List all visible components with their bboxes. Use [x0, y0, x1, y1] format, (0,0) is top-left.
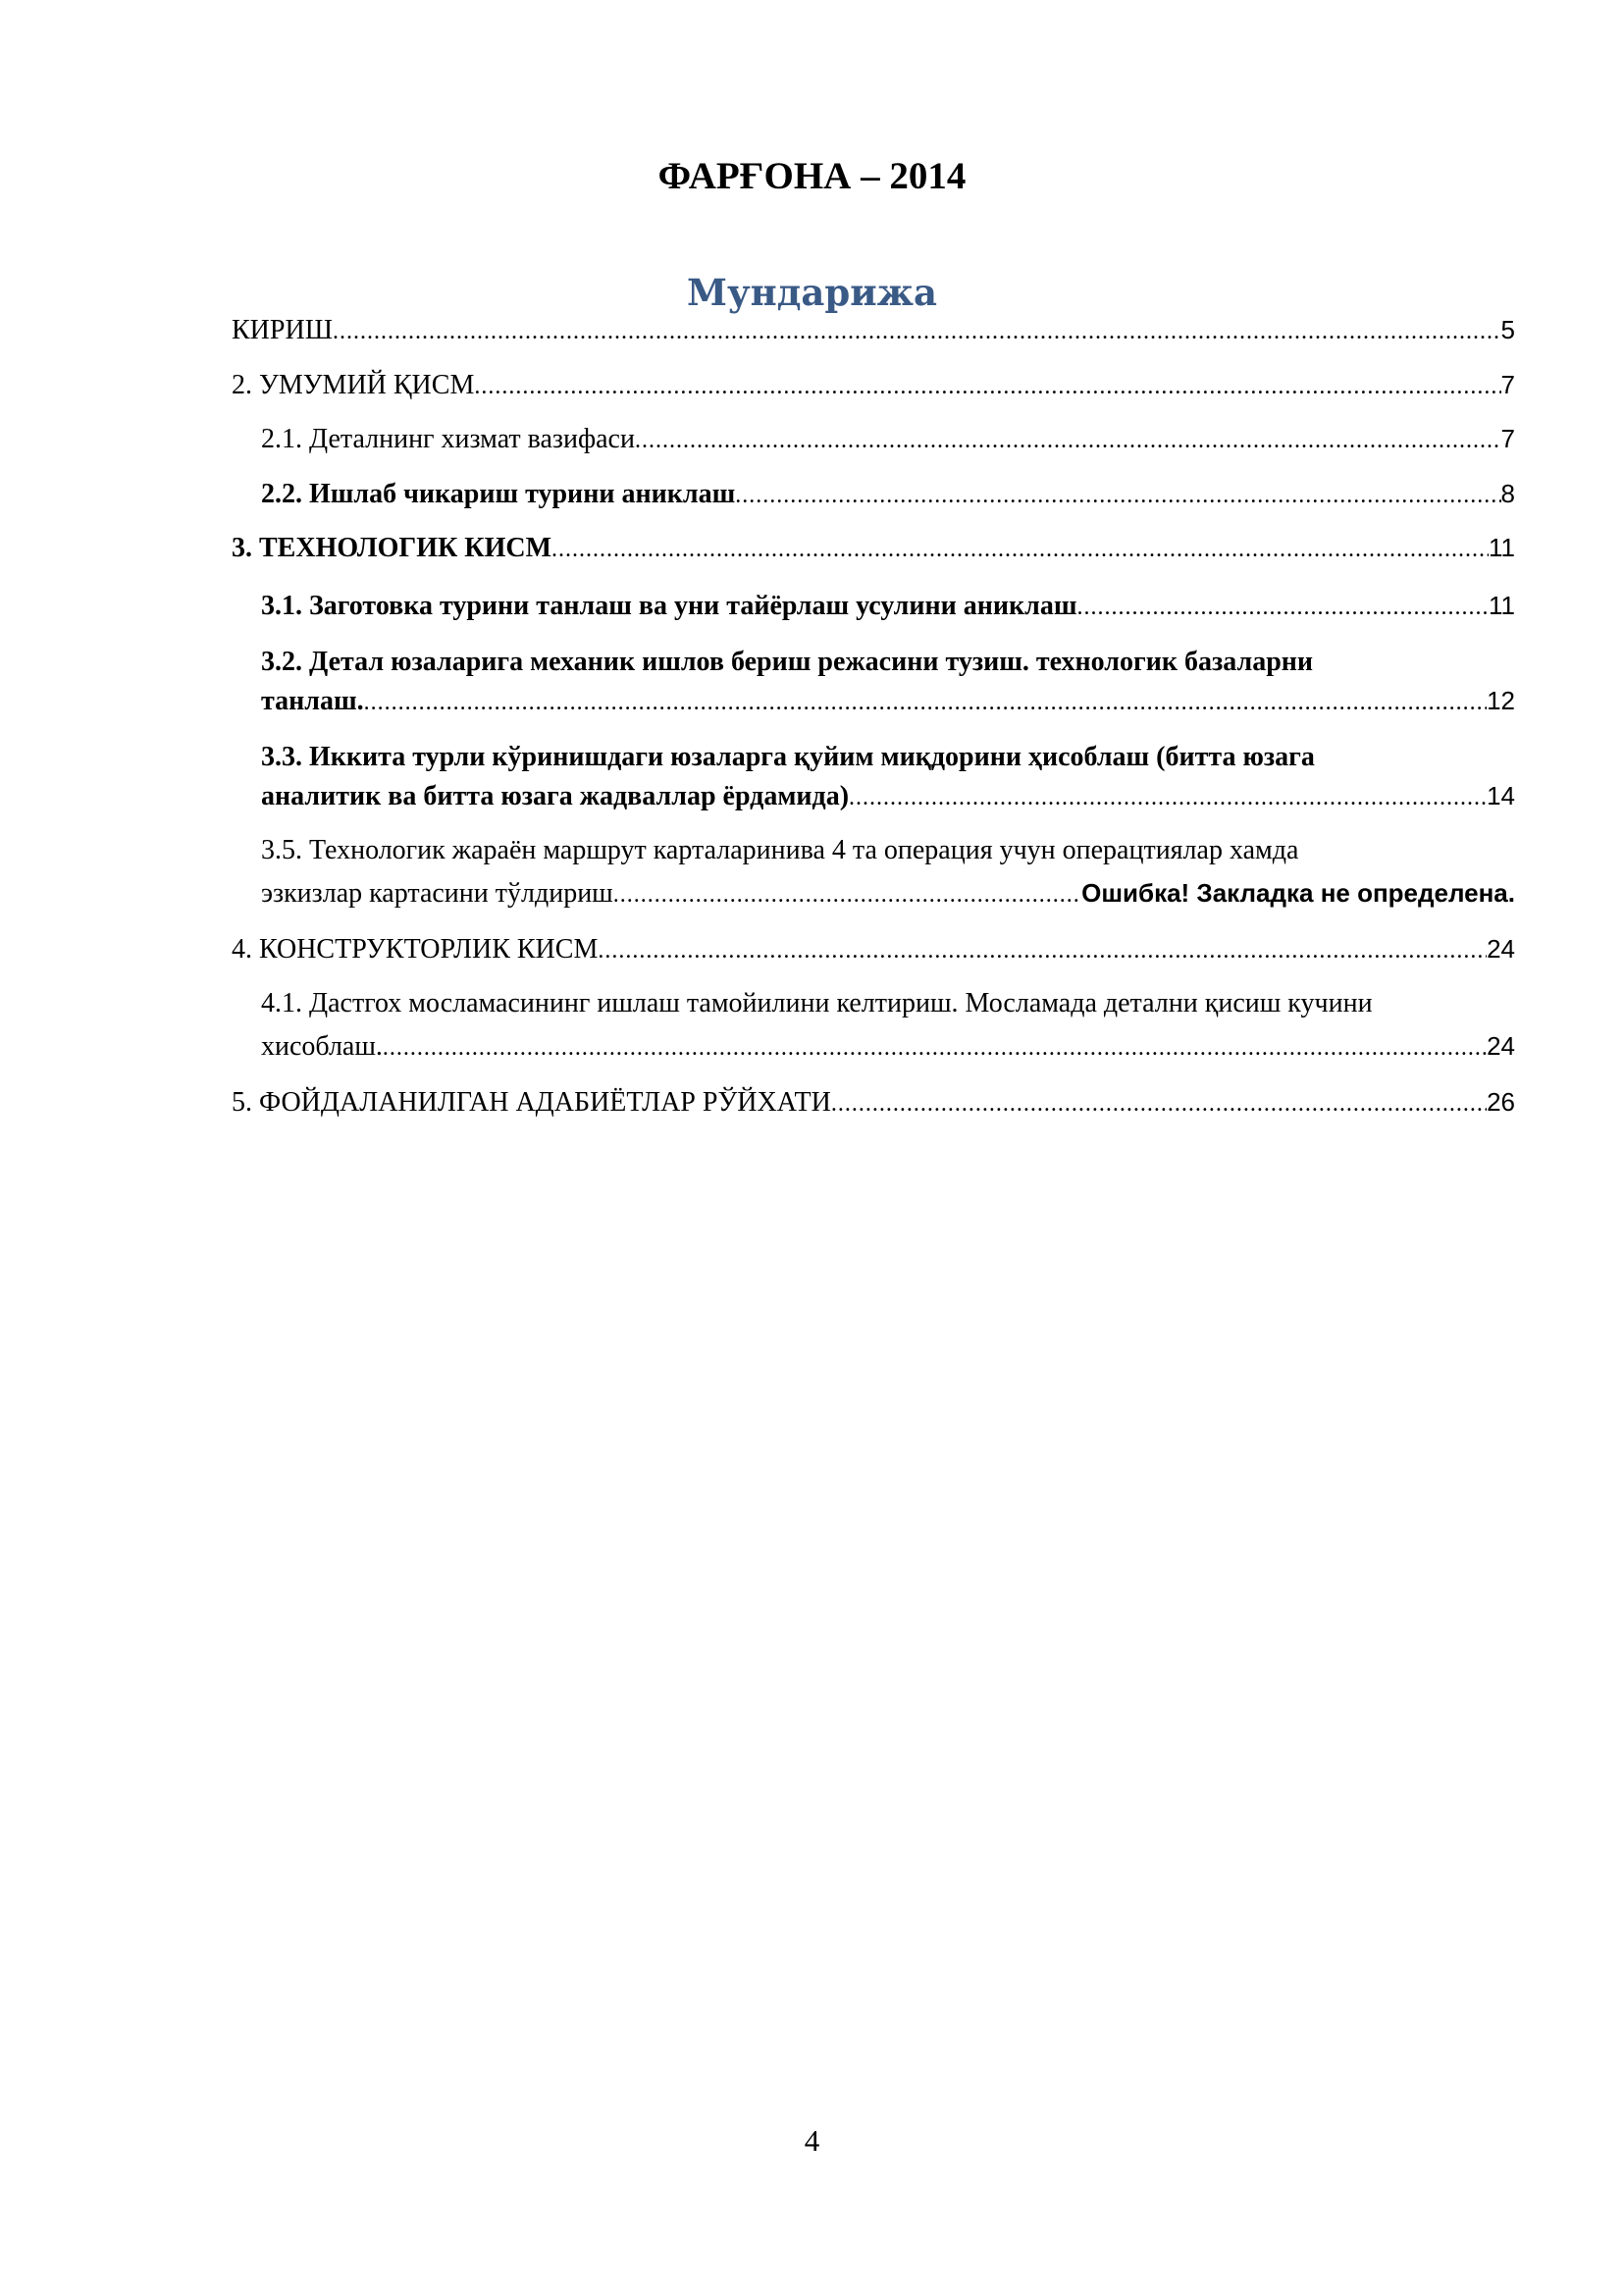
toc-entry-2-1[interactable]	[261, 417, 1515, 462]
toc-entry-page: 24	[1487, 1031, 1515, 1061]
toc-entry-title: 5. ФОЙДАЛАНИЛГАН АДАБИЁТЛАР РЎЙХАТИ	[232, 1087, 831, 1118]
dot-leader	[635, 419, 1501, 462]
toc-entry-3-3-line1[interactable]: 3.3. Иккита турли кўринишдаги юзаларга қуйим миқдорини ҳисоблаш (битта юзага	[261, 742, 1315, 772]
toc-entry-3-5[interactable]	[261, 871, 1515, 916]
dot-leader	[849, 776, 1487, 819]
toc-entry-general-part[interactable]	[232, 363, 1515, 408]
dot-leader	[383, 1026, 1487, 1070]
toc-entry-title: 2. УМУМИЙ ҚИСМ	[232, 370, 475, 400]
toc-entry-title: эзкизлар картасини тўлдириш	[261, 878, 613, 909]
toc-entry-technological-part[interactable]	[232, 526, 1515, 571]
dot-leader	[735, 474, 1500, 517]
toc-entry-title: 3. ТЕХНОЛОГИК КИСМ	[232, 533, 552, 563]
toc-entry-title: 2.2. Ишлаб чикариш турини аниклаш	[261, 479, 736, 509]
toc-entry-page: 8	[1500, 479, 1515, 508]
dot-leader	[364, 681, 1488, 724]
toc-entry-page: 11	[1489, 533, 1515, 562]
page-number: 4	[804, 2123, 820, 2158]
dot-leader	[333, 310, 1501, 353]
toc-entry-design-part[interactable]	[232, 927, 1515, 972]
toc-entry-page: 12	[1487, 686, 1515, 715]
toc-entry-references[interactable]	[232, 1080, 1515, 1125]
toc-entry-title: танлаш.	[261, 686, 364, 716]
dot-leader	[613, 873, 1081, 916]
toc-entry-page: 24	[1487, 934, 1515, 964]
dot-leader	[598, 929, 1487, 972]
toc-entry-2-2[interactable]	[261, 472, 1515, 517]
toc-entry-3-3[interactable]	[261, 774, 1515, 819]
toc-title: Мундарижа	[686, 271, 937, 314]
toc-entry-page: 5	[1500, 315, 1515, 344]
toc-entry-4-1-line1[interactable]: 4.1. Дастгох мосламасининг ишлаш тамойилини келтириш. Мосламада детални қисиш кучини	[261, 988, 1373, 1018]
toc-entry-page: 14	[1487, 781, 1515, 810]
dot-leader	[1077, 586, 1490, 629]
city-year-heading: ФАРҒОНА – 2014	[657, 155, 967, 197]
dot-leader	[474, 365, 1500, 408]
toc-entry-4-1[interactable]	[261, 1024, 1515, 1070]
toc-entry-3-2-line1[interactable]: 3.2. Детал юзаларига механик ишлов бериш режасини тузиш. технологик базаларни	[261, 647, 1314, 677]
toc-entry-title: 2.1. Деталнинг хизмат вазифаси	[261, 424, 635, 454]
dot-leader	[831, 1082, 1487, 1125]
toc-entry-title: 4. КОНСТРУКТОРЛИК КИСМ	[232, 934, 599, 965]
toc-entry-3-1[interactable]	[261, 584, 1515, 629]
toc-entry-title: хисоблаш.	[261, 1031, 383, 1062]
dot-leader	[551, 528, 1489, 571]
toc-entry-title: КИРИШ	[232, 315, 333, 345]
toc-entry-introduction[interactable]	[232, 308, 1515, 353]
bookmark-error-text: Ошибка! Закладка не определена.	[1081, 878, 1515, 908]
toc-entry-title: аналитик ва битта юзага жадваллар ёрдамида)	[261, 781, 850, 811]
toc-entry-page: 7	[1500, 370, 1515, 399]
toc-entry-page: 26	[1487, 1087, 1515, 1117]
toc-entry-title: 3.1. Заготовка турини танлаш ва уни тайёрлаш усулини аниклаш	[261, 591, 1077, 621]
toc-entry-page: 11	[1489, 591, 1515, 620]
toc-entry-3-2[interactable]	[261, 679, 1515, 724]
toc-entry-page: 7	[1500, 424, 1515, 453]
toc-entry-3-5-line1[interactable]: 3.5. Технологик жараён маршрут карталаринива 4 та операция учун операцтиялар хамда	[261, 835, 1299, 865]
